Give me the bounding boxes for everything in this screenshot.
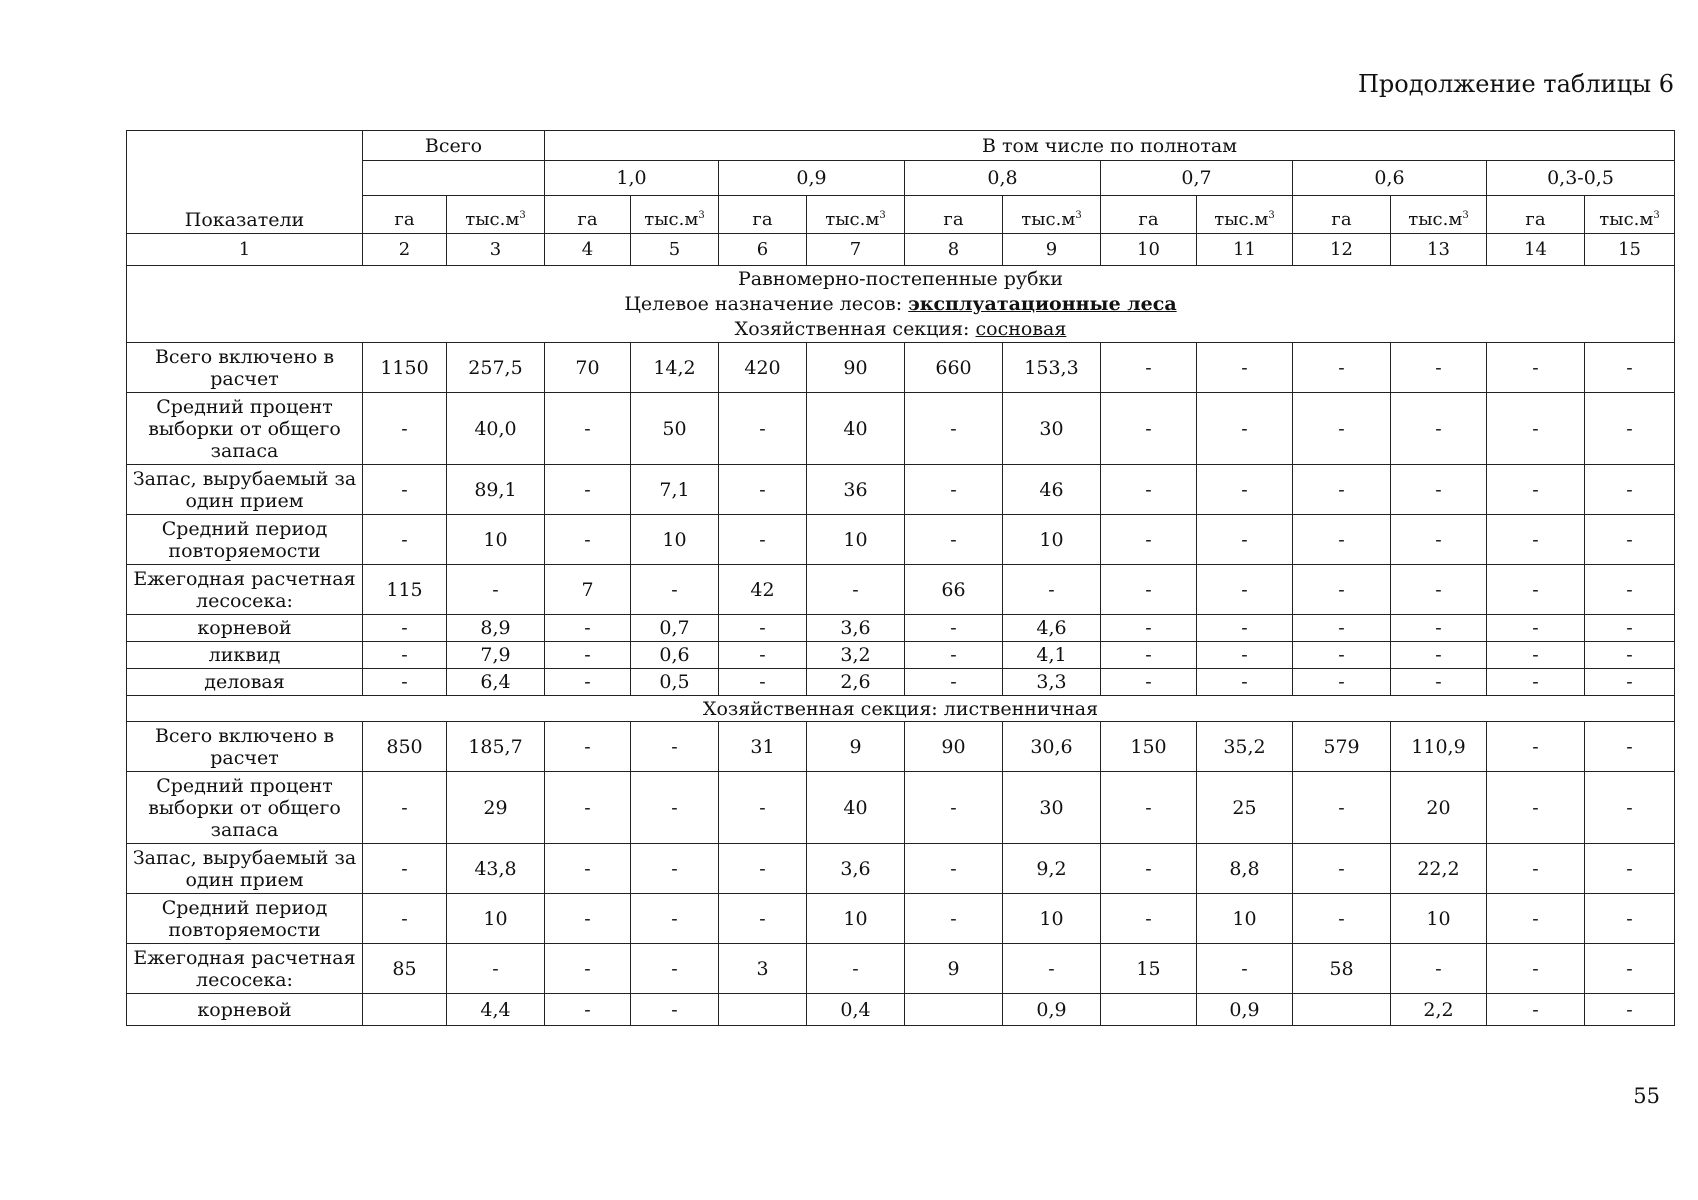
table-cell: - [905,772,1003,844]
row-label: Запас, вырубаемый за один прием [127,465,363,515]
table-cell: 110,9 [1391,722,1487,772]
row-label: Средний период повторяемости [127,894,363,944]
table-cell: - [1293,465,1391,515]
column-number: 9 [1003,234,1101,266]
table-body [127,266,1675,1026]
unit-thous-m3: $тыс.м^3$ [631,196,719,234]
column-number: 4 [545,234,631,266]
table-cell: - [1585,772,1675,844]
table-cell: 36 [807,465,905,515]
table-cell: 3,6 [807,844,905,894]
table-cell: - [719,615,807,642]
table-cell: 10 [807,894,905,944]
table-cell: - [905,515,1003,565]
table-cell: - [1197,515,1293,565]
table-row [127,844,1675,894]
table-cell: - [1487,994,1585,1026]
table-cell: - [1293,515,1391,565]
row-label: Средний период повторяемости [127,515,363,565]
table-cell: - [363,615,447,642]
economic-section: Хозяйственная секция: сосновая [734,317,1067,340]
table-cell: 10 [1391,894,1487,944]
unit-ha: га [905,196,1003,234]
table-cell: - [545,722,631,772]
table-cell: 115 [363,565,447,615]
table-cell: - [1585,722,1675,772]
table-cell: - [545,669,631,696]
table-cell: - [719,669,807,696]
table-cell: 14,2 [631,343,719,393]
column-number: 2 [363,234,447,266]
table-row [127,772,1675,844]
table-cell: 10 [1003,894,1101,944]
table-cell: - [1585,515,1675,565]
table-cell: - [719,642,807,669]
column-number: 11 [1197,234,1293,266]
table-cell: - [363,894,447,944]
unit-ha: га [1293,196,1391,234]
table-cell: - [1487,669,1585,696]
unit-thous-m3: $тыс.м^3$ [807,196,905,234]
table-cell: - [1585,944,1675,994]
table-cell: - [1487,722,1585,772]
table-cell: - [1197,393,1293,465]
table-cell: 3,2 [807,642,905,669]
table-cell: 9,2 [1003,844,1101,894]
table-cell: - [1293,894,1391,944]
table-cell: - [1391,565,1487,615]
table-cell: 15 [1101,944,1197,994]
unit-thous-m3: $тыс.м^3$ [1391,196,1487,234]
table-cell: 3,6 [807,615,905,642]
table-cell: - [719,465,807,515]
table-cell: - [1391,465,1487,515]
table-cell: 40,0 [447,393,545,465]
table-cell: - [1293,669,1391,696]
header-density: 0,9 [719,161,905,196]
column-number: 12 [1293,234,1391,266]
table-cell: - [1197,944,1293,994]
unit-thous-m3: $тыс.м^3$ [1585,196,1675,234]
table-cell: - [447,944,545,994]
section-row-pine [127,266,1675,343]
table-cell: - [363,642,447,669]
table-cell: - [1197,343,1293,393]
table-cell: 0,9 [1003,994,1101,1026]
header-density: 0,6 [1293,161,1487,196]
table-cell: 3 [719,944,807,994]
table-cell: - [1101,515,1197,565]
table-cell: - [1585,465,1675,515]
table-cell: 0,6 [631,642,719,669]
table-cell: - [1101,642,1197,669]
table-cell: 257,5 [447,343,545,393]
table-cell: - [1585,642,1675,669]
column-number: 8 [905,234,1003,266]
table-header [127,131,1675,266]
header-indicators: Показатели [127,131,363,234]
table-cell: 40 [807,393,905,465]
row-label: Всего включено в расчет [127,722,363,772]
table-cell: - [1101,772,1197,844]
table-cell: - [1585,393,1675,465]
table-cell: - [363,465,447,515]
table-cell: - [1391,669,1487,696]
table-cell: 50 [631,393,719,465]
table-row [127,465,1675,515]
table-cell: - [631,844,719,894]
header-total-blank [363,161,545,196]
table-cell: - [1003,565,1101,615]
table-cell: 3,3 [1003,669,1101,696]
table-cell: - [631,722,719,772]
header-by-density: В том числе по полнотам [545,131,1675,161]
table-cell: - [1487,894,1585,944]
table-cell: - [363,393,447,465]
table-row [127,642,1675,669]
table-cell: 150 [1101,722,1197,772]
header-density: 0,7 [1101,161,1293,196]
table-cell [719,994,807,1026]
section-row-larch [127,696,1675,722]
table-cell: - [363,844,447,894]
unit-thous-m3: $тыс.м^3$ [447,196,545,234]
table-cell: 7,9 [447,642,545,669]
table-cell: - [363,772,447,844]
table-cell: - [1101,669,1197,696]
table-cell: - [447,565,545,615]
table-row [127,722,1675,772]
table-cell: 420 [719,343,807,393]
table-cell: - [1487,615,1585,642]
row-label: Средний процент выборки от общего запаса [127,393,363,465]
table-cell: 30,6 [1003,722,1101,772]
table-cell: 153,3 [1003,343,1101,393]
table-cell: 9 [807,722,905,772]
table-cell: 31 [719,722,807,772]
unit-ha: га [1101,196,1197,234]
table-cell [905,994,1003,1026]
table-cell: - [905,393,1003,465]
table-cell: - [807,565,905,615]
table-cell: - [545,465,631,515]
column-number: 14 [1487,234,1585,266]
table-cell: - [545,944,631,994]
table-cell: 58 [1293,944,1391,994]
row-label: Ежегодная расчетная лесосека: [127,944,363,994]
table-caption: Продолжение таблицы 6 [1357,70,1674,98]
table-cell: - [1391,615,1487,642]
table-cell: - [905,844,1003,894]
column-number: 6 [719,234,807,266]
cutting-table [126,130,1675,1026]
table-cell: - [1101,465,1197,515]
table-cell: - [905,669,1003,696]
table-cell: 660 [905,343,1003,393]
table-cell: - [1585,565,1675,615]
table-cell: - [1293,642,1391,669]
table-cell: - [1293,565,1391,615]
table-cell: - [807,944,905,994]
table-cell: - [719,894,807,944]
section-larch: Хозяйственная секция: лиственничная [127,696,1675,722]
table-cell: 29 [447,772,545,844]
table-row [127,343,1675,393]
table-cell: - [545,994,631,1026]
table-cell [363,994,447,1026]
table-cell: 40 [807,772,905,844]
column-number-row [127,234,1675,266]
table-cell: - [719,844,807,894]
unit-ha: га [363,196,447,234]
table-cell: - [1487,642,1585,669]
table-cell: - [1585,615,1675,642]
table-cell: - [905,615,1003,642]
unit-ha: га [1487,196,1585,234]
table-cell: 0,5 [631,669,719,696]
table-cell: - [1487,844,1585,894]
table-cell: - [1391,944,1487,994]
table-cell: - [1101,894,1197,944]
column-number: 13 [1391,234,1487,266]
table-cell: - [631,944,719,994]
table-row [127,944,1675,994]
table-cell: - [1293,343,1391,393]
table-cell: - [1391,642,1487,669]
table-cell: - [545,515,631,565]
table-cell: 0,4 [807,994,905,1026]
table-cell: - [1487,343,1585,393]
table-cell: 10 [807,515,905,565]
unit-thous-m3: $тыс.м^3$ [1197,196,1293,234]
row-label: Ежегодная расчетная лесосека: [127,565,363,615]
table-cell: - [905,465,1003,515]
table-row [127,894,1675,944]
table-cell: - [1585,844,1675,894]
table-cell: - [1003,944,1101,994]
column-number: 10 [1101,234,1197,266]
table-cell: - [1585,669,1675,696]
table-cell: - [1487,772,1585,844]
table-cell: - [1197,465,1293,515]
table-cell: 66 [905,565,1003,615]
table-cell: 0,9 [1197,994,1293,1026]
table-cell: - [631,994,719,1026]
table-cell: 10 [447,894,545,944]
table-cell: - [1585,343,1675,393]
table-cell: - [1293,772,1391,844]
table-cell: 4,4 [447,994,545,1026]
table-cell: 25 [1197,772,1293,844]
table-cell: 90 [905,722,1003,772]
table-cell: - [1101,343,1197,393]
row-label: Всего включено в расчет [127,343,363,393]
table-cell: 70 [545,343,631,393]
table-cell: - [1197,642,1293,669]
table-cell: 85 [363,944,447,994]
table-cell: - [1585,894,1675,944]
table-row [127,669,1675,696]
page-number: 55 [1633,1084,1660,1108]
table-cell: - [545,615,631,642]
unit-ha: га [719,196,807,234]
table-cell: - [1293,844,1391,894]
table-cell: - [631,565,719,615]
table-cell: 22,2 [1391,844,1487,894]
table-cell: - [1101,844,1197,894]
row-label: корневой [127,615,363,642]
table-cell: - [719,393,807,465]
table-cell: 8,9 [447,615,545,642]
table-cell: 8,8 [1197,844,1293,894]
table-cell: 10 [1197,894,1293,944]
table-cell: 30 [1003,393,1101,465]
table-cell: 10 [1003,515,1101,565]
table-cell: - [545,894,631,944]
table-cell: - [1487,944,1585,994]
table-cell: - [1585,994,1675,1026]
table-cell: - [631,772,719,844]
table-cell [1101,994,1197,1026]
table-cell: 35,2 [1197,722,1293,772]
row-label: корневой [127,994,363,1026]
header-density: 1,0 [545,161,719,196]
table-cell: - [1101,565,1197,615]
table-cell: - [1391,515,1487,565]
table-row [127,565,1675,615]
table-cell: 2,2 [1391,994,1487,1026]
table-cell: 7 [545,565,631,615]
table-cell: - [719,515,807,565]
table-cell: - [1391,343,1487,393]
column-number: 15 [1585,234,1675,266]
table-cell: - [545,642,631,669]
table-cell: - [1487,465,1585,515]
table-cell: 90 [807,343,905,393]
forest-purpose: Целевое назначение лесов: эксплуатационные леса [624,292,1177,315]
column-number: 3 [447,234,545,266]
table-cell: - [1197,565,1293,615]
table-cell: 850 [363,722,447,772]
table-cell: 42 [719,565,807,615]
table-cell: 20 [1391,772,1487,844]
unit-ha: га [545,196,631,234]
table-cell: - [545,772,631,844]
table-row [127,615,1675,642]
row-label: деловая [127,669,363,696]
row-label: Средний процент выборки от общего запаса [127,772,363,844]
table-cell: 46 [1003,465,1101,515]
table-cell: 9 [905,944,1003,994]
unit-thous-m3: $тыс.м^3$ [1003,196,1101,234]
table-cell: - [1487,393,1585,465]
table-cell: - [1101,393,1197,465]
table-cell: 2,6 [807,669,905,696]
felling-type: Равномерно-постепенные рубки [737,267,1064,290]
column-number: 5 [631,234,719,266]
header-density: 0,3-0,5 [1487,161,1675,196]
table-cell: 6,4 [447,669,545,696]
table-cell: 579 [1293,722,1391,772]
table-cell: 185,7 [447,722,545,772]
table-row [127,515,1675,565]
header-total: Всего [363,131,545,161]
table-cell: 1150 [363,343,447,393]
table-cell: 4,6 [1003,615,1101,642]
header-density: 0,8 [905,161,1101,196]
table-cell: - [1293,615,1391,642]
table-cell: - [905,642,1003,669]
table-cell: - [363,669,447,696]
table-cell: 0,7 [631,615,719,642]
table-cell: - [545,393,631,465]
table-cell: - [1487,565,1585,615]
section-pine [127,266,1675,343]
table-cell: - [1101,615,1197,642]
row-label: ликвид [127,642,363,669]
column-number: 7 [807,234,905,266]
table-cell [1293,994,1391,1026]
table-cell: - [1293,393,1391,465]
table-cell: - [905,894,1003,944]
table-cell: - [1197,615,1293,642]
table-cell: 10 [447,515,545,565]
table-cell: - [363,515,447,565]
table-cell: 7,1 [631,465,719,515]
table-cell: 89,1 [447,465,545,515]
table-cell: - [631,894,719,944]
table-cell: - [545,844,631,894]
table-cell: - [1391,393,1487,465]
row-label: Запас, вырубаемый за один прием [127,844,363,894]
table-cell: 43,8 [447,844,545,894]
table-cell: - [1197,669,1293,696]
table-cell: 10 [631,515,719,565]
table-row [127,994,1675,1026]
table-cell: - [719,772,807,844]
table-cell: 30 [1003,772,1101,844]
column-number: 1 [127,234,363,266]
table-cell: - [1487,515,1585,565]
table-cell: 4,1 [1003,642,1101,669]
table-row [127,393,1675,465]
